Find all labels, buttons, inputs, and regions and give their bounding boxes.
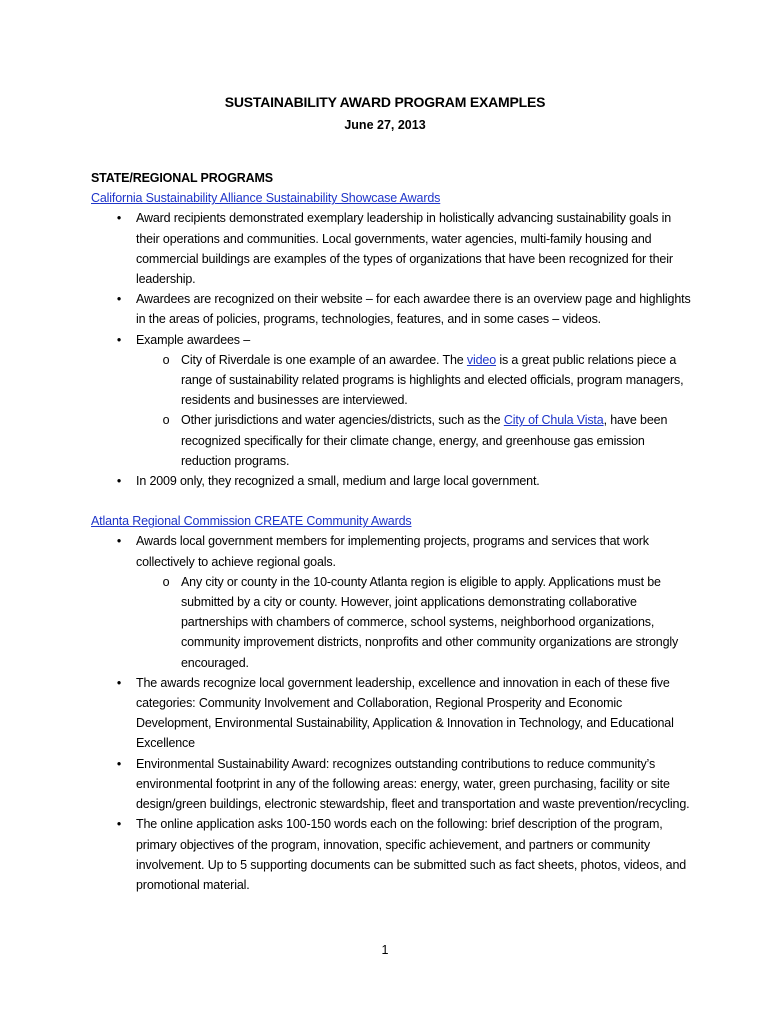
- sub-bullet-icon: o: [162, 413, 170, 428]
- bullet-icon: •: [116, 817, 122, 832]
- bullet-icon: •: [116, 756, 122, 771]
- sub-item-text: Any city or county in the 10-county Atlanta region is eligible to apply. Applications must be submitted by a city or county. However, joint applications demonstrating collaborative partnerships with chambers of commerce, school systems, neighborhood organizations, community improvement districts, nonprofits and other community organizations are strongly encouraged.: [181, 574, 679, 670]
- eligibility-sub-list: [136, 572, 691, 673]
- document-body: [91, 168, 691, 895]
- list-item-text: Awards local government members for implementing projects, programs and services that work collectively to achieve regional goals.: [136, 534, 649, 569]
- california-awards-link[interactable]: California Sustainability Alliance Sustainability Showcase Awards: [91, 191, 441, 206]
- bullet-icon: •: [116, 292, 122, 307]
- california-bullet-list: [91, 208, 691, 491]
- list-item-text: Example awardees –: [136, 332, 251, 347]
- sub-list-item: [162, 350, 691, 411]
- bullet-icon: •: [116, 211, 122, 226]
- sub-list-item: [162, 572, 691, 673]
- sub-list-item: [162, 410, 691, 471]
- sub-bullet-icon: o: [162, 574, 170, 589]
- list-item: [116, 673, 691, 754]
- page-number: 1: [381, 943, 389, 957]
- list-item: [116, 814, 691, 895]
- list-item: [116, 289, 691, 329]
- list-item: [116, 330, 691, 471]
- document-date: June 27, 2013: [344, 118, 426, 132]
- sub-item-text-pre: City of Riverdale is one example of an awardee. The: [181, 352, 467, 367]
- video-link[interactable]: video: [466, 352, 497, 367]
- list-item-text: Awardees are recognized on their website – for each awardee there is an overview page and highlights in the areas of policies, programs, technologies, features, and in some cases – videos.: [136, 292, 691, 327]
- list-item-text: Award recipients demonstrated exemplary leadership in holistically advancing sustainability goals in their operations and communities. Local governments, water agencies, multi-family housing and commercial buildings are examples of the types of organizations that have been recognized for their leadership.: [136, 211, 673, 287]
- bullet-icon: •: [116, 474, 122, 489]
- sub-item-text-post: is a great public relations piece a range of sustainability related programs is highlights and elected officials, program managers, residents and businesses are interviewed.: [181, 352, 684, 408]
- sub-bullet-icon: o: [162, 352, 170, 367]
- atlanta-awards-link[interactable]: Atlanta Regional Commission CREATE Community Awards: [91, 514, 412, 529]
- list-item: [116, 208, 691, 289]
- california-program: [91, 188, 691, 491]
- atlanta-bullet-list: [91, 531, 691, 895]
- bullet-icon: •: [116, 675, 122, 690]
- page-title: SUSTAINABILITY AWARD PROGRAM EXAMPLES: [224, 94, 546, 110]
- section-heading: STATE/REGIONAL PROGRAMS: [91, 171, 273, 185]
- list-item: [116, 754, 691, 815]
- list-item-text: Environmental Sustainability Award: recognizes outstanding contributions to reduce community’s environmental footprint in any of the following areas: energy, water, green purchasing, facility or site design/green buildings, electronic stewardship, fleet and transportation and waste prevention/recycling.: [136, 756, 690, 812]
- awardee-sub-list: [136, 350, 691, 471]
- list-item-text: In 2009 only, they recognized a small, medium and large local government.: [136, 474, 540, 489]
- section-gap: [91, 491, 691, 511]
- list-item-text: The online application asks 100-150 words each on the following: brief description of the program, primary objectives of the program, innovation, specific achievement, and partners or community involvement. Up to 5 supporting documents can be submitted such as fact sheets, photos, videos, and promotional material.: [136, 817, 687, 892]
- sub-item-text-post: , have been recognized specifically for their climate change, energy, and greenhouse gas emission reduction programs.: [181, 413, 668, 468]
- atlanta-program: [91, 511, 691, 895]
- chula-vista-link[interactable]: City of Chula Vista: [503, 413, 604, 428]
- list-item: [116, 531, 691, 672]
- bullet-icon: •: [116, 332, 122, 347]
- bullet-icon: •: [116, 534, 122, 549]
- list-item: [116, 471, 691, 491]
- list-item-text: The awards recognize local government leadership, excellence and innovation in each of these five categories: Community Involvement and Collaboration, Regional Prosperity and Economic Development, Environmental Sustainability, Application & Innovation in Technology, and Educational Excellence: [136, 675, 674, 751]
- sub-item-text-pre: Other jurisdictions and water agencies/districts, such as the: [181, 413, 504, 428]
